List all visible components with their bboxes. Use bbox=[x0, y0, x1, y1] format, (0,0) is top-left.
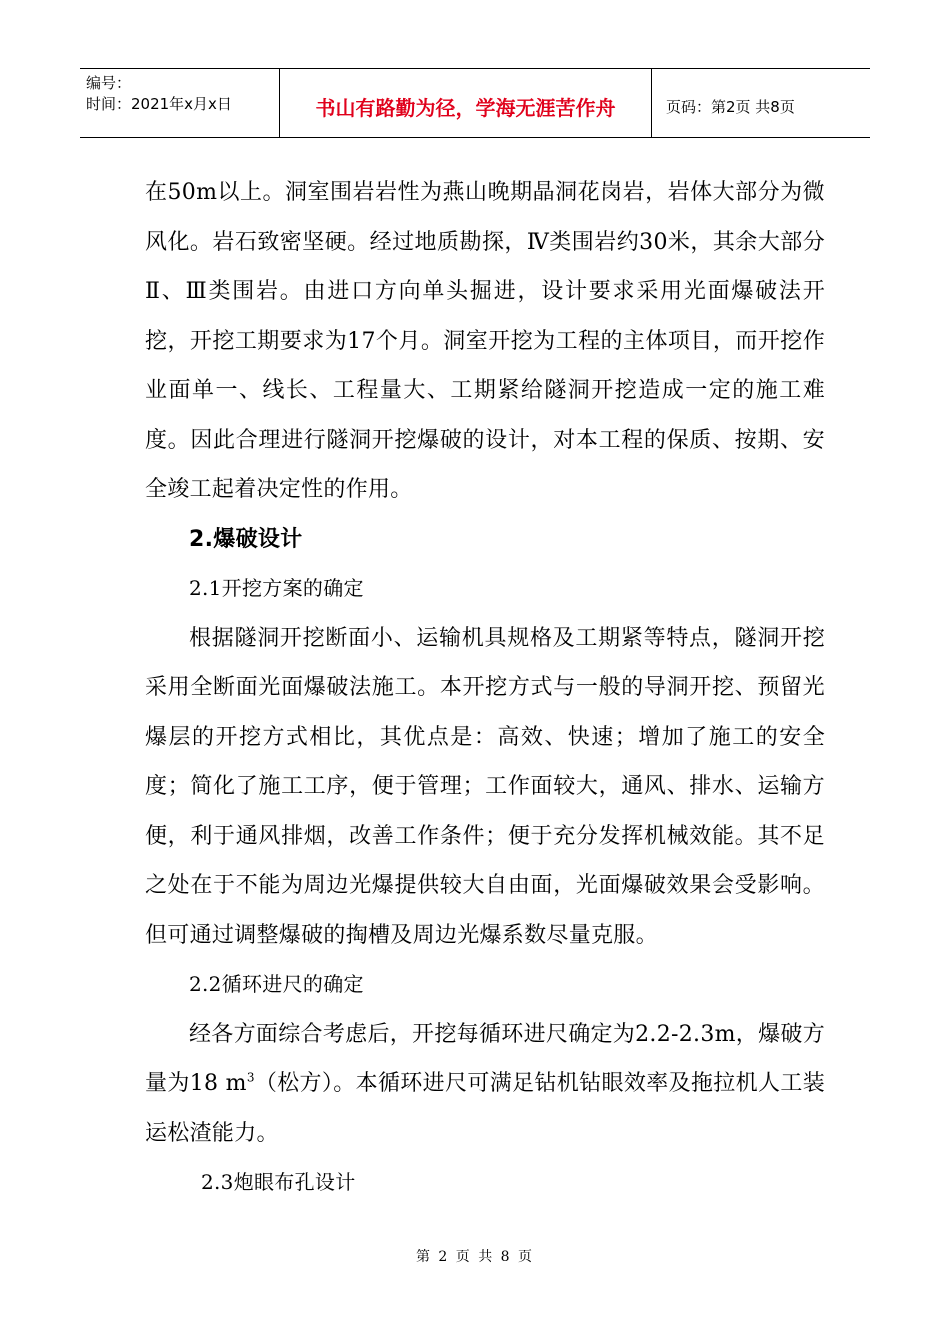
subsection-heading-excavation-plan: 2.1开挖方案的确定 bbox=[189, 576, 364, 600]
subsection-heading-borehole-layout: 2.3炮眼布孔设计 bbox=[201, 1170, 356, 1194]
document-body bbox=[145, 168, 825, 1208]
cubic-superscript: 3 bbox=[246, 1070, 255, 1085]
page-footer: 第 2 页 共 8 页 bbox=[415, 1249, 535, 1265]
paragraph-excavation-plan: 根据隧洞开挖断面小、运输机具规格及工期紧等特点，隧洞开挖采用全断面光面爆破法施工。本开挖方式与一般的导洞开挖、预留光爆层的开挖方式相比，其优点是：高效、快速；增加了施工的安全度；简化了施工工序，便于管理；工作面较大，通风、排水、运输方便，利于通风排烟，改善工作条件；便于充分发挥机械效能。其不足之处在于不能为周边光爆提供较大自由面，光面爆破效果会受影响。但可通过调整爆破的掏槽及周边光爆系数尽量克服。 bbox=[145, 625, 825, 948]
paragraph-cycle-footage-part2: （松方）。本循环进尺可满足钻机钻眼效率及拖拉机人工装运松渣能力。 bbox=[145, 1071, 825, 1146]
page-header bbox=[80, 68, 870, 138]
header-motto: 书山有路勤为径，学海无涯苦作舟 bbox=[280, 69, 652, 137]
header-page-info: 页码：第2页 共8页 bbox=[666, 97, 795, 116]
document-number-label: 编号： bbox=[86, 74, 132, 92]
paragraph-cycle-footage-part1: 经各方面综合考虑后，开挖每循环进尺确定为2.2-2.3m，爆破方量为18 m bbox=[145, 1021, 825, 1096]
subsection-heading-cycle-footage: 2.2循环进尺的确定 bbox=[189, 972, 364, 996]
paragraph-site-geology: 在50m以上。洞室围岩岩性为燕山晚期晶洞花岗岩，岩体大部分为微风化。岩石致密坚硬。经过地质勘探，Ⅳ类围岩约30米，其余大部分Ⅱ、Ⅲ类围岩。由进口方向单头掘进，设计要求采用光面爆破法开挖，开挖工期要求为17个月。洞室开挖为工程的主体项目，而开挖作业面单一、线长、工程量大、工期紧给隧洞开挖造成一定的施工难度。因此合理进行隧洞开挖爆破的设计，对本工程的保质、按期、安全竣工起着决定性的作用。 bbox=[145, 180, 825, 502]
header-meta bbox=[80, 69, 280, 137]
paragraph-cycle-footage bbox=[145, 1010, 825, 1159]
document-date: 时间：2021年x月x日 bbox=[86, 95, 232, 113]
section-heading-blasting-design: 2.爆破设计 bbox=[189, 526, 303, 552]
